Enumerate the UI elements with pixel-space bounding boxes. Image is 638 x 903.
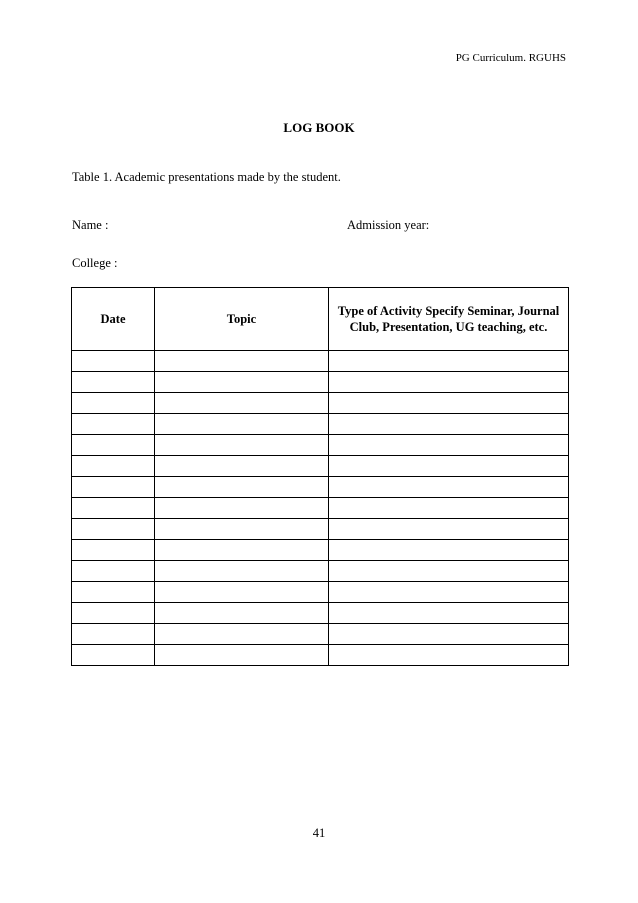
table-cell-date[interactable] xyxy=(72,603,155,624)
table-cell-activity-type[interactable] xyxy=(329,372,569,393)
table-cell-topic[interactable] xyxy=(155,561,329,582)
table-cell-date[interactable] xyxy=(72,624,155,645)
table-cell-activity-type[interactable] xyxy=(329,456,569,477)
table-row xyxy=(72,645,569,666)
table-row xyxy=(72,435,569,456)
table-cell-topic[interactable] xyxy=(155,645,329,666)
table-row xyxy=(72,624,569,645)
table-cell-topic[interactable] xyxy=(155,498,329,519)
table-row xyxy=(72,519,569,540)
table-cell-activity-type[interactable] xyxy=(329,582,569,603)
table-cell-topic[interactable] xyxy=(155,582,329,603)
table-cell-topic[interactable] xyxy=(155,393,329,414)
page-title: LOG BOOK xyxy=(283,120,355,135)
table-cell-date[interactable] xyxy=(72,435,155,456)
table-cell-topic[interactable] xyxy=(155,624,329,645)
presentations-table xyxy=(71,287,569,666)
table-cell-activity-type[interactable] xyxy=(329,624,569,645)
admission-year-label: Admission year: xyxy=(347,218,430,232)
column-header-date: Date xyxy=(72,288,155,351)
table-row xyxy=(72,477,569,498)
table-cell-date[interactable] xyxy=(72,540,155,561)
table-cell-date[interactable] xyxy=(72,582,155,603)
table-cell-activity-type[interactable] xyxy=(329,603,569,624)
table-cell-activity-type[interactable] xyxy=(329,498,569,519)
table-row xyxy=(72,540,569,561)
table-cell-date[interactable] xyxy=(72,456,155,477)
table-cell-date[interactable] xyxy=(72,351,155,372)
table-cell-topic[interactable] xyxy=(155,540,329,561)
table-row xyxy=(72,351,569,372)
table-row xyxy=(72,456,569,477)
table-row xyxy=(72,582,569,603)
table-cell-activity-type[interactable] xyxy=(329,393,569,414)
table-cell-topic[interactable] xyxy=(155,435,329,456)
page-number: 41 xyxy=(312,826,326,840)
table-row xyxy=(72,414,569,435)
table-cell-topic[interactable] xyxy=(155,603,329,624)
table-row xyxy=(72,498,569,519)
table-body xyxy=(72,351,569,666)
table-row xyxy=(72,372,569,393)
running-header: PG Curriculum. RGUHS xyxy=(455,52,566,64)
table-caption: Table 1. Academic presentations made by the student. xyxy=(72,170,341,184)
table-cell-activity-type[interactable] xyxy=(329,414,569,435)
table-cell-date[interactable] xyxy=(72,519,155,540)
table-cell-date[interactable] xyxy=(72,393,155,414)
table-row xyxy=(72,393,569,414)
table-cell-topic[interactable] xyxy=(155,414,329,435)
table-row xyxy=(72,561,569,582)
table-cell-activity-type[interactable] xyxy=(329,645,569,666)
table-row xyxy=(72,603,569,624)
table-cell-activity-type[interactable] xyxy=(329,561,569,582)
column-header-activity-type: Type of Activity Specify Seminar, Journal Club, Presentation, UG teaching, etc. xyxy=(329,288,569,351)
table-header-row xyxy=(72,288,569,351)
table-cell-date[interactable] xyxy=(72,561,155,582)
table-cell-topic[interactable] xyxy=(155,372,329,393)
table-cell-activity-type[interactable] xyxy=(329,540,569,561)
table-cell-activity-type[interactable] xyxy=(329,519,569,540)
table-cell-topic[interactable] xyxy=(155,477,329,498)
table-cell-topic[interactable] xyxy=(155,456,329,477)
table-cell-topic[interactable] xyxy=(155,519,329,540)
table-cell-date[interactable] xyxy=(72,372,155,393)
table-cell-date[interactable] xyxy=(72,414,155,435)
name-label: Name : xyxy=(72,218,109,232)
table-cell-date[interactable] xyxy=(72,645,155,666)
college-label: College : xyxy=(72,256,118,270)
table-cell-activity-type[interactable] xyxy=(329,477,569,498)
table-cell-activity-type[interactable] xyxy=(329,435,569,456)
column-header-topic: Topic xyxy=(155,288,329,351)
table-cell-date[interactable] xyxy=(72,498,155,519)
table-cell-date[interactable] xyxy=(72,477,155,498)
table-cell-topic[interactable] xyxy=(155,351,329,372)
table-cell-activity-type[interactable] xyxy=(329,351,569,372)
